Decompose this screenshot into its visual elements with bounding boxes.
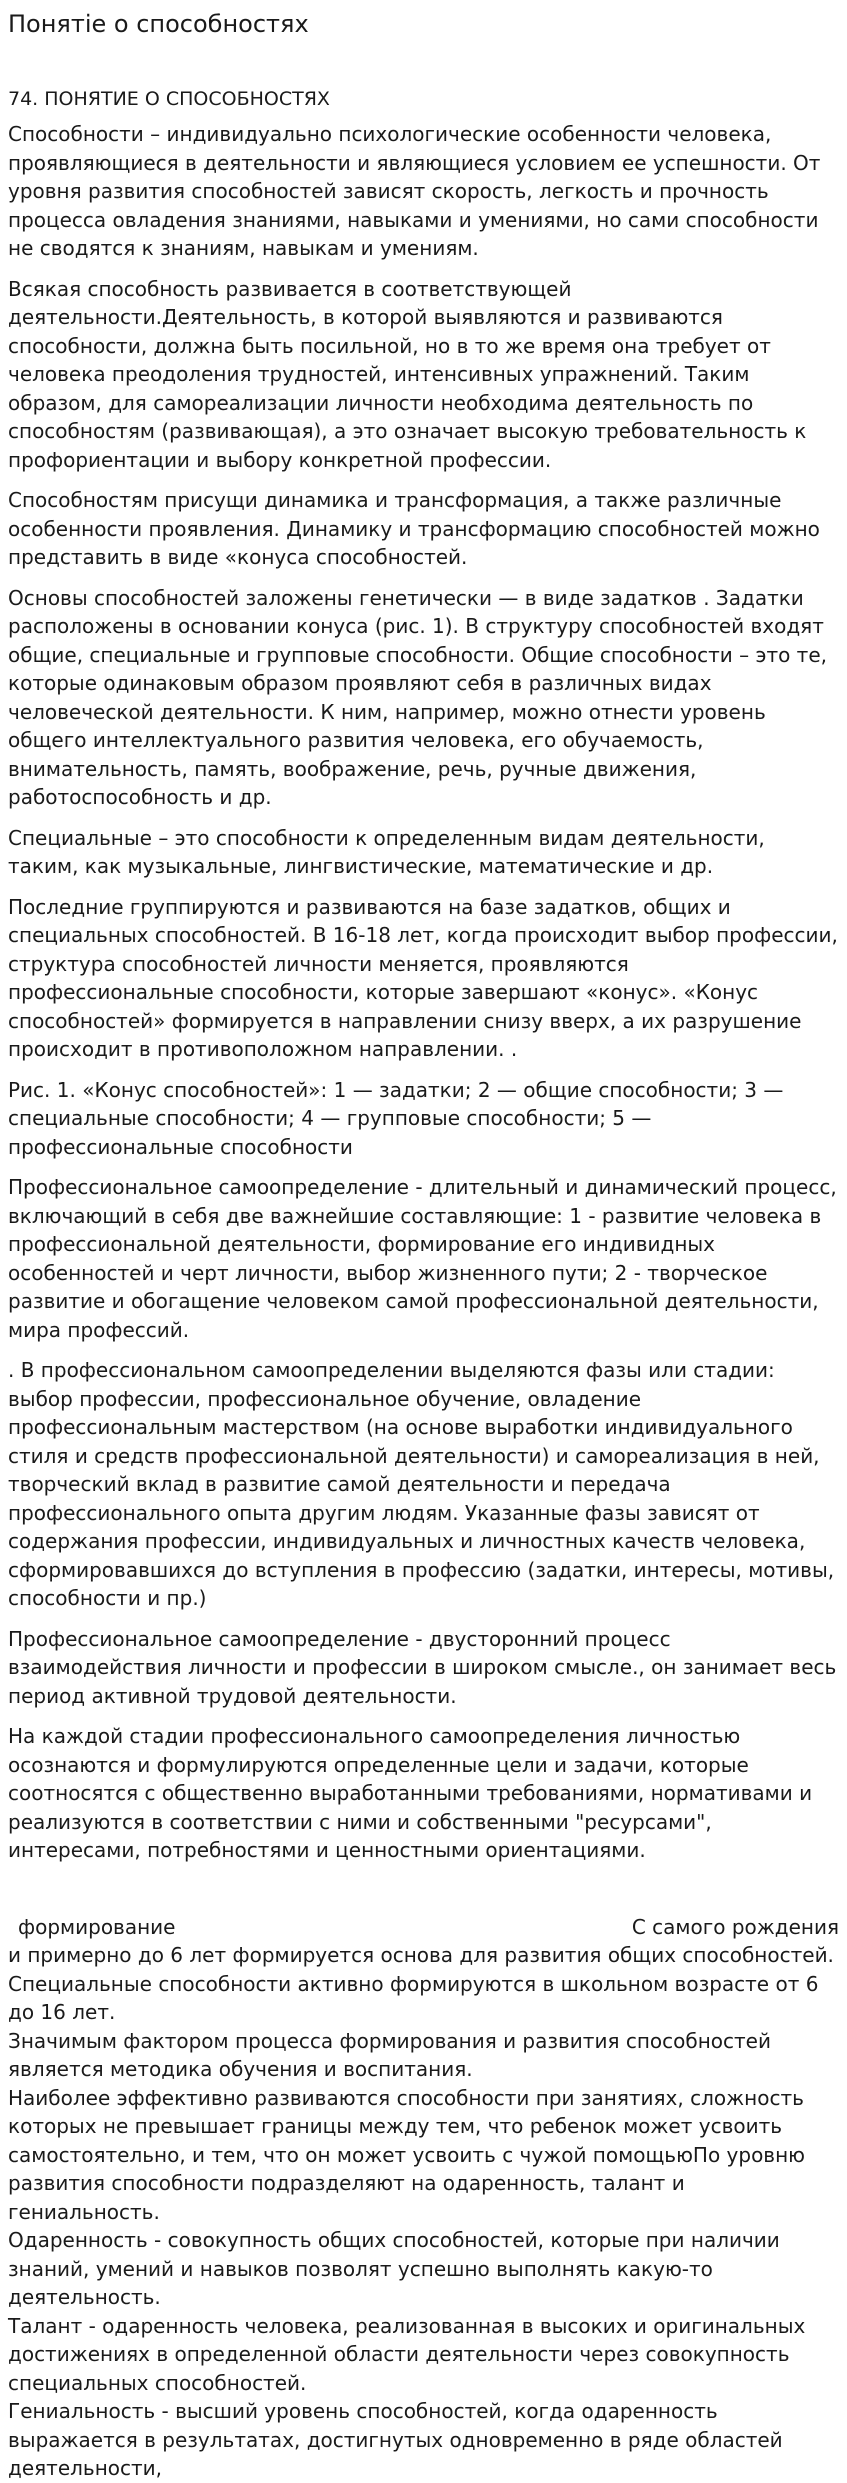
formation-line: Значимым фактором процесса формирования и развития способностей является методика обучения и воспитания. <box>8 2028 771 2081</box>
paragraph-definition: Способности – индивидуально психологические особенности человека, проявляющиеся в деятельности и являющиеся условием ее успешности. От уровня развития способностей зависят скорость, легкость и прочность процесса овладения знаниями, навыками и умениями, но сами способности не сводятся к знаниям, навыкам и умениям. <box>8 122 821 260</box>
definition-talent: Талант - одаренность человека, реализованная в высоких и оригинальных достижениях в определенной области деятельности через совокупность специальных способностей. <box>8 2313 806 2395</box>
spacer <box>8 1877 839 1913</box>
paragraph-foundations: Основы способностей заложены генетически — в виде задатков . Задатки расположены в основании конуса (рис. 1). В структуру способностей входят общие, специальные и групповые способности. Общие способности – это те, которые одинаковым образом проявляют себя в различных видах человеческой деятельности. К ним, например, можно отнести уровень общего интеллектуального развития человека, его обучаемость, внимательность, память, воображение, речь, ручные движения, работоспособность и др. <box>8 585 827 809</box>
paragraph-development: Всякая способность развивается в соответствующей деятельности.Деятельность, в которой выявляются и развиваются способности, должна быть посильной, но в то же время она требует от человека преодоления трудностей, интенсивных упражнений. Таким образом, для самореализации личности необходима деятельность по способностям (развивающая), а это означает высокую требовательность к профориентации и выбору конкретной профессии. <box>8 276 807 472</box>
paragraph-phases: . В профессиональном самоопределении выделяются фазы или стадии: выбор профессии, профессиональное обучение, овладение профессиональным мастерством (на основе выработки индивидуального стиля и средств профессиональной деятельности) и самореализация в ней, творческий вклад в развитие самой деятельности и передача профессионального опыта другим людям. Указанные фазы зависят от содержания профессии, индивидуальных и личностных качеств человека, сформировавшихся до вступления в профессию (задатки, интересы, мотивы, способности и пр.) <box>8 1358 835 1610</box>
from-birth-label: С самого рождения <box>631 1914 839 1939</box>
formation-label: формирование <box>18 1914 176 1939</box>
figure-caption: Рис. 1. «Конус способностей»: 1 — задатки; 2 — общие способности; 3 — специальные способности; 4 — групповые способности; 5 — профессиональные способности <box>8 1077 784 1159</box>
paragraph-self-determination: Профессиональное самоопределение - длительный и динамический процесс, включающий в себя две важнейшие составляющие: 1 - развитие человека в профессиональной деятельности, формирование его индивидных особенностей и черт личности, выбор жизненного пути; 2 - творческое развитие и обогащение человеком самой профессиональной деятельности, мира профессий. <box>8 1175 837 1342</box>
paragraph-grouping: Последние группируются и развиваются на базе задатков, общих и специальных способностей. В 16-18 лет, когда происходит выбор профессии, структура способностей личности меняется, проявляются профессиональные способности, которые завершают «конус». «Конус способностей» формируется в направлении снизу вверх, а их разрушение происходит в противоположном направлении. . <box>8 894 838 1061</box>
paragraph-dynamics: Способностям присущи динамика и трансформация, а также различные особенности проявления. Динамику и трансформацию способностей можно представить в виде «конуса способностей. <box>8 488 820 569</box>
paragraph-two-sided: Профессиональное самоопределение - двусторонний процесс взаимодействия личности и профессии в широком смысле., он занимает весь период активной трудовой деятельности. <box>8 1626 837 1708</box>
paragraph-stages: На каждой стадии профессионального самоопределения личностью осознаются и формулируются определенные цели и задачи, которые соотносятся с общественно выработанными требованиями, нормативами и реализуются в соответствии с ними и собственными "ресурсами", интересами, потребностями и ценностными ориентациями. <box>8 1724 813 1862</box>
paragraph-special: Специальные – это способности к определенным видам деятельности, таким, как музыкальные, лингвистические, математические и др. <box>8 825 765 878</box>
formation-line: Специальные способности активно формируются в школьном возрасте от 6 до 16 лет. <box>8 1971 819 2024</box>
formation-heading-line <box>8 1913 839 1942</box>
formation-line: Наиболее эффективно развиваются способности при занятиях, сложность которых не превышает границы между тем, что ребенок может усвоить самостоятельно, и тем, что он может усвоить с чужой помощьюПо уровню развития способности подразделяют на одаренность, талант и гениальность. <box>8 2085 806 2224</box>
section-heading: 74. ПОНЯТИЕ О СПОСОБНОСТЯХ <box>8 88 330 110</box>
formation-line: и примерно до 6 лет формируется основа для развития общих способностей. <box>8 1943 834 1967</box>
page-title: Понятіе о способностях <box>8 10 309 38</box>
definition-giftedness: Одаренность - совокупность общих способностей, которые при наличии знаний, умений и навыков позволят успешно выполнять какую-то деятельность. <box>8 2228 780 2309</box>
definition-genius: Гениальность - высший уровень способностей, когда одаренность выражается в результатах, достигнутых одновременно в ряде областей деятельности, <box>8 2399 783 2480</box>
